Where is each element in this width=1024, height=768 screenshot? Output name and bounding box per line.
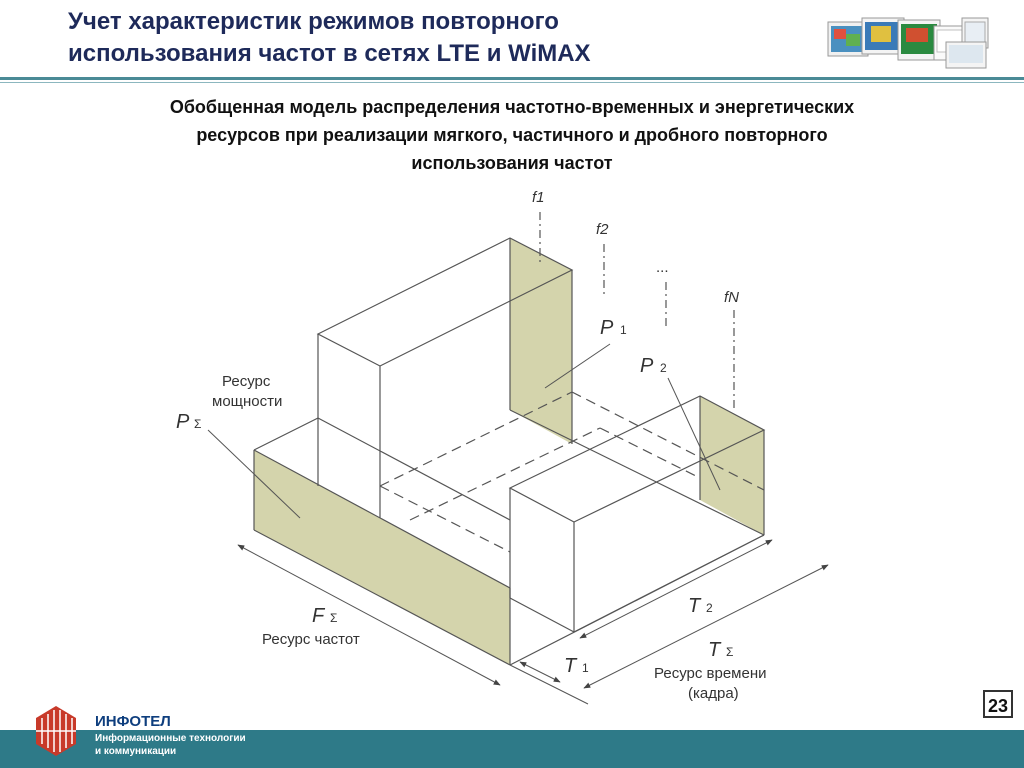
t2-label: T (688, 595, 701, 617)
power-resource-label-2: мощности (212, 393, 283, 410)
fsum-subscript: Σ (330, 611, 338, 625)
power-resource-label-1: Ресурс (222, 373, 271, 390)
diagram-caption (30, 93, 994, 177)
header-divider (0, 77, 1024, 80)
psum-label: P (176, 411, 190, 433)
t1-label: T (564, 655, 577, 677)
slide-title-line-2: использования частот в сетях LTE и WiMAX (68, 40, 591, 67)
diagram-caption-line-1: Обобщенная модель распределения частотно-временных и энергетических (169, 97, 855, 117)
tsum-label: T (708, 639, 721, 661)
frequency-resource-label: Ресурс частот (262, 631, 360, 648)
diagram-caption-line-2: ресурсов при реализации мягкого, частичного и дробного повторного (196, 125, 828, 145)
page-number: 23 (983, 690, 1013, 718)
f2-label: f2 (596, 221, 609, 238)
time-resource-label-1: Ресурс времени (654, 665, 767, 682)
slide-title-line-1: Учет характеристик режимов повторного (68, 8, 559, 35)
psum-subscript: Σ (194, 417, 202, 431)
t2-subscript: 2 (706, 601, 713, 615)
ellipsis-label: ... (656, 259, 669, 276)
f1-label: f1 (532, 189, 545, 206)
brand-tagline-line-2: и коммуникации (95, 746, 177, 757)
time-resource-label-2: (кадра) (688, 685, 739, 702)
brand-name: ИНФОТЕЛ (95, 713, 171, 730)
header-divider-thin (0, 82, 1024, 83)
slide-title (68, 6, 768, 70)
screenshots-collage-icon (826, 14, 991, 72)
diagram-caption-line-3: использования частот (411, 153, 613, 173)
p2-side-face (700, 396, 764, 535)
p1-subscript: 1 (620, 323, 627, 337)
t1-subscript: 1 (582, 661, 589, 675)
brand-tagline-line-1: Информационные технологии (95, 733, 246, 744)
p2-label: P (640, 355, 654, 377)
fn-label: fN (724, 289, 739, 306)
p1-side-face (510, 238, 572, 444)
fsum-label: F (312, 605, 325, 627)
p1-label: P (600, 317, 614, 339)
infotel-logo-icon (34, 704, 78, 758)
resource-model-diagram (0, 180, 1024, 720)
tsum-subscript: Σ (726, 645, 734, 659)
p2-subscript: 2 (660, 361, 667, 375)
